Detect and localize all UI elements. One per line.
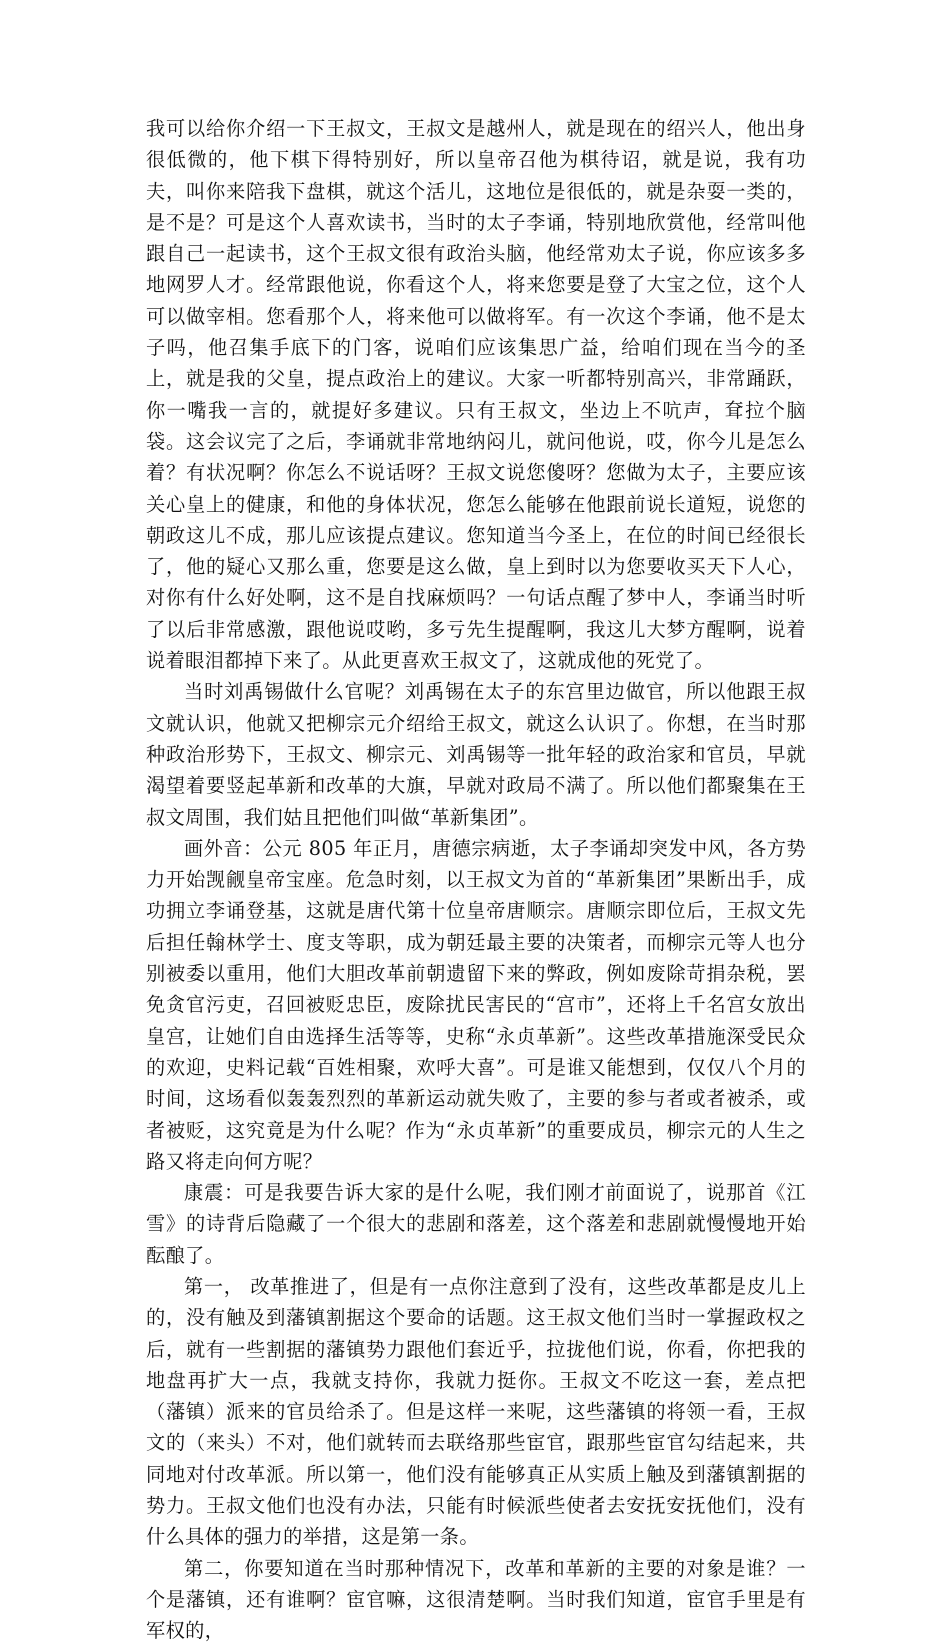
- paragraph-kang-zhen: 康震：可是我要告诉大家的是什么呢，我们刚才前面说了，说那首《江雪》的诗背后隐藏了一个很大的悲剧和落差，这个落差和悲剧就慢慢地开始酝酿了。: [146, 1181, 806, 1267]
- paragraph-point-two: 第二，你要知道在当时那种情况下，改革和革新的主要的对象是谁？一个是藩镇，还有谁啊？宦官嘛，这很清楚啊。当时我们知道，宦官手里是有军权的，: [146, 1556, 806, 1643]
- paragraph-voiceover: 画外音：公元 805 年正月，唐德宗病逝，太子李诵却突发中风，各方势力开始觊觎皇帝宝座。危急时刻，以王叔文为首的“革新集团”果断出手，成功拥立李诵登基，这就是唐代第十位皇帝唐顺宗。唐顺宗即位后，王叔文先后担任翰林学士、度支等职，成为朝廷最主要的决策者，而柳宗元等人也分别被委以重用，他们大胆改革前朝遗留下来的弊政，例如废除苛捐杂税，罢免贪官污吏，召回被贬忠臣，废除扰民害民的“宫市”，还将上千名宫女放出皇宫，让她们自由选择生活等等，史称“永贞革新”。这些改革措施深受民众的欢迎，史料记载“百姓相聚，欢呼大喜”。可是谁又能想到，仅仅八个月的时间，这场看似轰轰烈烈的革新运动就失败了，主要的参与者或者被杀，或者被贬，这究竟是为什么呢？作为“永贞革新”的重要成员，柳宗元的人生之路又将走向何方呢？: [146, 836, 806, 1173]
- paragraph-point-one: 第一， 改革推进了，但是有一点你注意到了没有，这些改革都是皮儿上的，没有触及到藩镇割据这个要命的话题。这王叔文他们当时一掌握政权之后，就有一些割据的藩镇势力跟他们套近乎，拉拢他们说，你看，你把我的地盘再扩大一点，我就支持你，我就力挺你。王叔文不吃这一套，差点把（藩镇）派来的官员给杀了。但是这样一来呢，这些藩镇的将领一看，王叔文的（来头）不对，他们就转而去联络那些宦官，跟那些宦官勾结起来，共同地对付改革派。所以第一，他们没有能够真正从实质上触及到藩镇割据的势力。王叔文他们也没有办法，只能有时候派些使者去安抚安抚他们，没有什么具体的强力的举措，这是第一条。: [146, 1274, 806, 1549]
- paragraph-wang-shuwen-intro: 我可以给你介绍一下王叔文，王叔文是越州人，就是现在的绍兴人，他出身很低微的，他下棋下得特别好，所以皇帝召他为棋待诏，就是说，我有功夫，叫你来陪我下盘棋，就这个活儿，这地位是很低的，就是杂耍一类的，是不是？可是这个人喜欢读书，当时的太子李诵，特别地欣赏他，经常叫他跟自己一起读书，这个王叔文很有政治头脑，他经常劝太子说，你应该多多地网罗人才。经常跟他说，你看这个人，将来您要是登了大宝之位，这个人可以做宰相。您看那个人，将来他可以做将军。有一次这个李诵，他不是太子吗，他召集手底下的门客，说咱们应该集思广益，给咱们现在当今的圣上，就是我的父皇，提点政治上的建议。大家一听都特别高兴，非常踊跃，你一嘴我一言的，就提好多建议。只有王叔文，坐边上不吭声，耷拉个脑袋。这会议完了之后，李诵就非常地纳闷儿，就问他说，哎，你今儿是怎么着？有状况啊？你怎么不说话呀？王叔文说您傻呀？您做为太子，主要应该关心皇上的健康，和他的身体状况，您怎么能够在他跟前说长道短，说您的朝政这儿不成，那儿应该提点建议。您知道当今圣上，在位的时间已经很长了，他的疑心又那么重，您要是这么做，皇上到时以为您要收买天下人心，对你有什么好处啊，这不是自找麻烦吗？一句话点醒了梦中人，李诵当时听了以后非常感激，跟他说哎哟，多亏先生提醒啊，我这儿大梦方醒啊，说着说着眼泪都掉下来了。从此更喜欢王叔文了，这就成他的死党了。: [146, 117, 806, 673]
- document-page: [146, 113, 806, 1647]
- paragraph-liu-yuxi: 当时刘禹锡做什么官呢？刘禹锡在太子的东宫里边做官，所以他跟王叔文就认识，他就又把柳宗元介绍给王叔文，就这么认识了。你想，在当时那种政治形势下，王叔文、柳宗元、刘禹锡等一批年轻的政治家和官员，早就渴望着要竖起革新和改革的大旗，早就对政局不满了。所以他们都聚集在王叔文周围，我们姑且把他们叫做“革新集团”。: [146, 680, 806, 829]
